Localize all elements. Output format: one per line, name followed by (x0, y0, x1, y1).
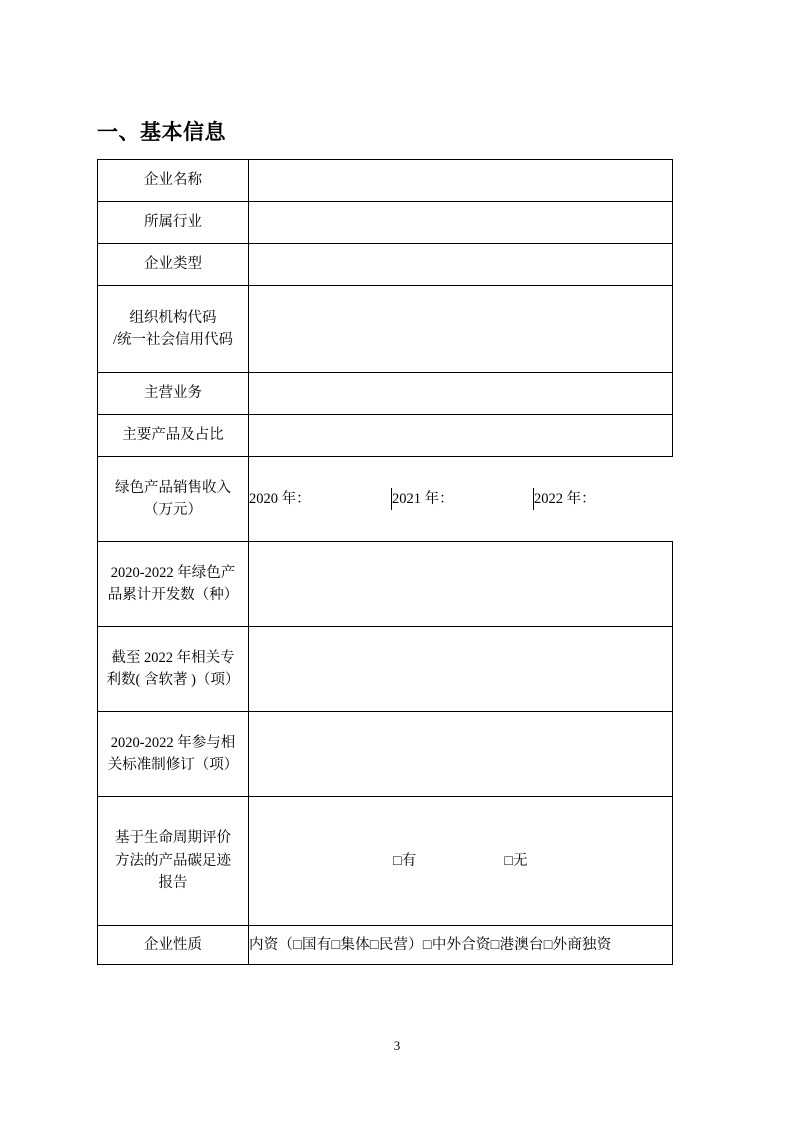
row-label-green-product-revenue (98, 457, 249, 542)
label-line: 组织机构代码 (129, 309, 217, 326)
checkbox-label: 有 (401, 852, 417, 869)
label-line: 2020-2022 年绿色产 (110, 564, 236, 581)
row-label-standards (98, 712, 249, 797)
label-line: 主要产品及占比 (122, 427, 224, 444)
year-cell-2020[interactable]: 2020 年： (249, 488, 392, 510)
checkbox-label: 无 (513, 852, 528, 869)
row-label-org-code (98, 286, 249, 373)
table-row-green-product-revenue (98, 457, 673, 542)
page-number: 3 (393, 1038, 401, 1053)
year-cell-2021[interactable]: 2021 年： (392, 488, 534, 510)
table-row-main-products (98, 415, 673, 457)
label-line: 2020-2022 年参与相 (110, 734, 236, 751)
checkbox-group-carbon-footprint (249, 850, 672, 872)
checkbox-option-yes[interactable] (393, 850, 416, 872)
checkbox-option-no[interactable] (504, 850, 527, 872)
row-value-main-business[interactable] (249, 373, 673, 415)
table-row-patents (98, 627, 673, 712)
label-line: 企业名称 (144, 172, 202, 189)
label-line: /统一社会信用代码 (112, 332, 234, 348)
label-line: 绿色产品销售收入 (115, 479, 231, 496)
label-line: 企业类型 (144, 256, 202, 273)
row-label-main-products (98, 415, 249, 457)
label-line: 主营业务 (144, 385, 202, 402)
label-line: 截至 2022 年相关专 (111, 649, 235, 666)
row-value-patents[interactable] (249, 627, 673, 712)
row-label-patents (98, 627, 249, 712)
row-value-company-type[interactable] (249, 244, 673, 286)
row-label-main-business (98, 373, 249, 415)
year-columns-container (249, 457, 673, 542)
page-title: 一、基本信息 (97, 120, 226, 144)
row-label-carbon-footprint-report (98, 797, 249, 926)
row-value-industry[interactable] (249, 202, 673, 244)
label-line: 基于生命周期评价 (115, 830, 231, 847)
label-line: （万元） (144, 502, 202, 518)
label-line: 企业性质 (144, 936, 202, 953)
label-line: 利数( 含软著 )（项） (106, 672, 240, 688)
table-row-carbon-footprint-report (98, 797, 673, 926)
table-row-cumulative-green-products (98, 542, 673, 627)
year-cell-2022[interactable]: 2022 年： (534, 490, 596, 507)
label-line: 报告 (158, 875, 188, 892)
table-row-org-code (98, 286, 673, 373)
label-line: 所属行业 (144, 214, 202, 231)
label-line: 关标准制修订（项） (107, 757, 239, 773)
table-row-company-type (98, 244, 673, 286)
row-value-company-nature[interactable]: 内资（□国有□集体□民营）□中外合资□港澳台□外商独资 (249, 926, 673, 965)
table-row-standards (98, 712, 673, 797)
table-row-company-nature (98, 926, 673, 965)
row-label-cumulative-green-products (98, 542, 249, 627)
row-value-cumulative-green-products[interactable] (249, 542, 673, 627)
table-row-main-business (98, 373, 673, 415)
row-label-company-nature (98, 926, 249, 965)
label-line: 方法的产品碳足迹 (115, 852, 231, 869)
row-value-carbon-footprint-report (249, 797, 673, 926)
row-value-company-name[interactable] (249, 160, 673, 202)
table-row-industry (98, 202, 673, 244)
table-row-company-name (98, 160, 673, 202)
checkbox-icon[interactable]: □ (504, 852, 514, 869)
basic-information-table (97, 159, 673, 965)
row-value-standards[interactable] (249, 712, 673, 797)
row-label-company-name (98, 160, 249, 202)
checkbox-icon[interactable]: □ (393, 852, 402, 869)
label-line: 品累计开发数（种） (107, 587, 239, 603)
row-value-org-code[interactable] (249, 286, 673, 373)
row-label-industry (98, 202, 249, 244)
row-value-main-products[interactable] (249, 415, 673, 457)
row-label-company-type (98, 244, 249, 286)
